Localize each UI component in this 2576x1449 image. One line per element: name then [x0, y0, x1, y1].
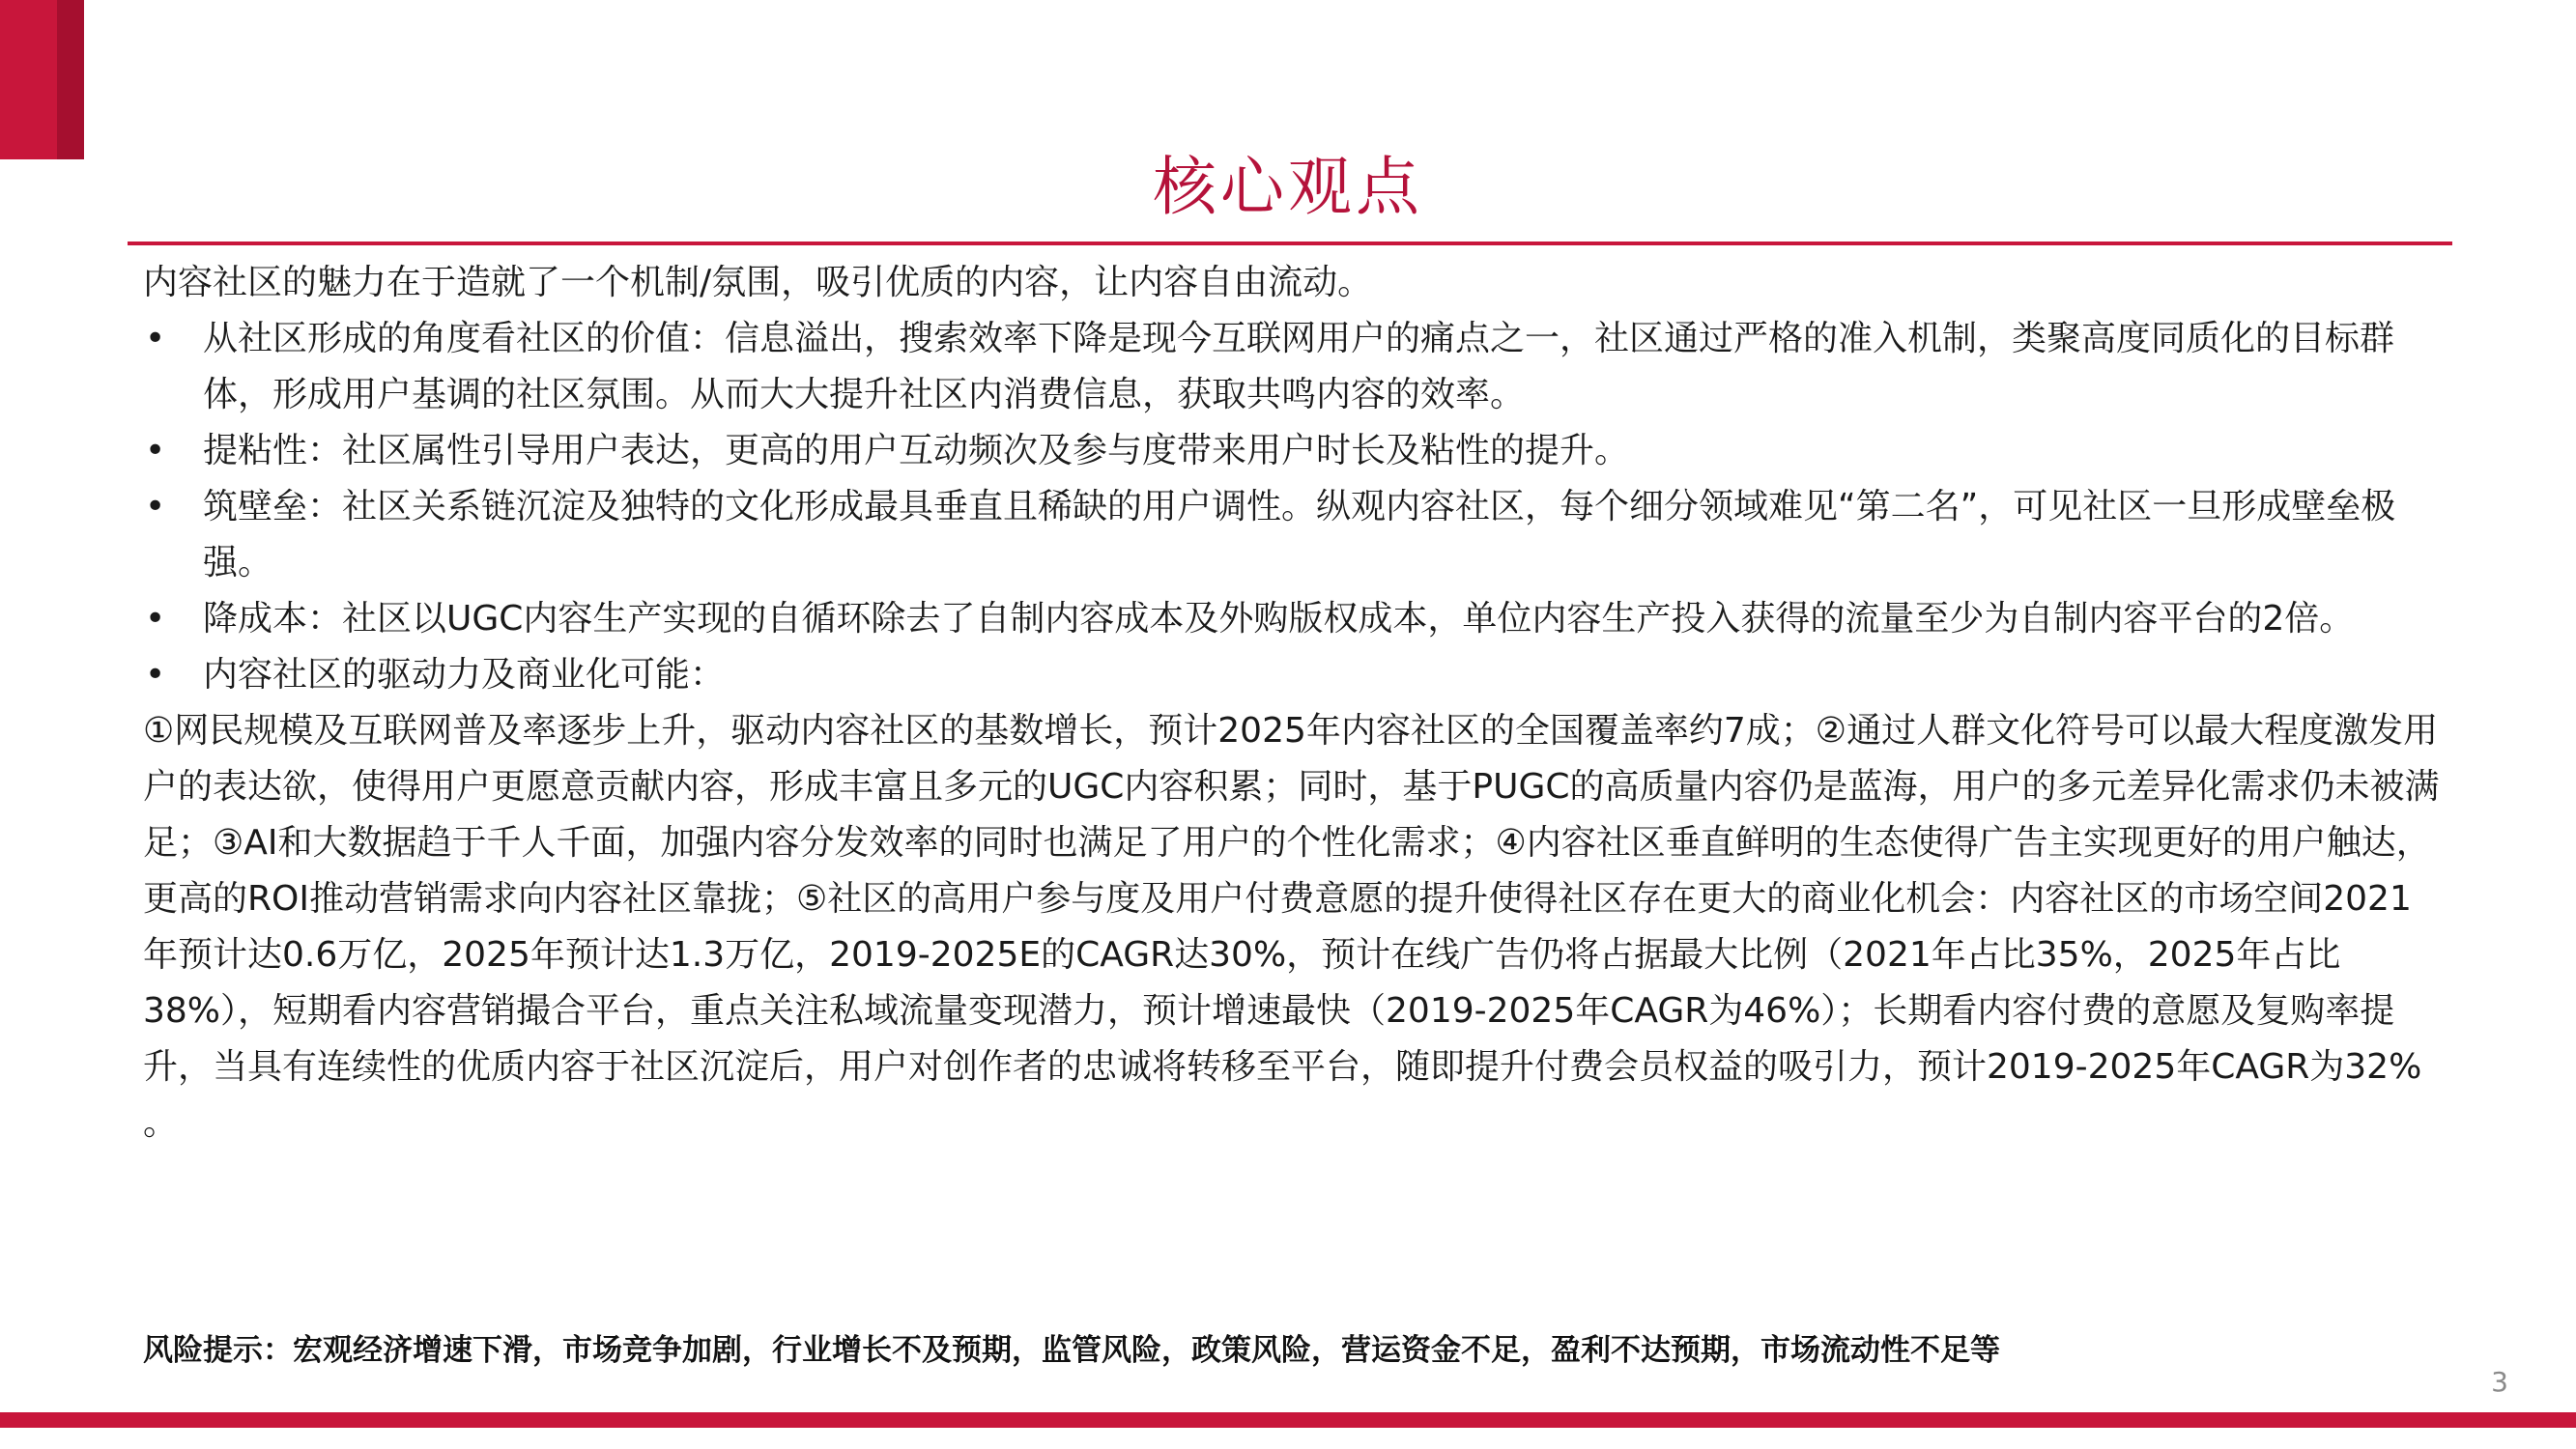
page-number: 3 [2491, 1366, 2508, 1398]
page-title: 核心观点 [1153, 150, 1423, 224]
intro-paragraph: 内容社区的魅力在于造就了一个机制/氛围，吸引优质的内容，让内容自由流动。 [143, 263, 1373, 302]
bullet-text: 内容社区的驱动力及商业化可能： [203, 655, 726, 695]
bullet-text: 降成本：社区以UGC内容生产实现的自循环除去了自制内容成本及外购版权成本，单位内容生产投入获得的流量至少为自制内容平台的2倍。 [203, 599, 2355, 639]
bullet-icon: • [145, 487, 166, 526]
bullet-item [143, 647, 2443, 703]
bullet-item [143, 423, 2443, 479]
bullet-item [143, 311, 2443, 423]
bullet-icon: • [145, 655, 166, 695]
bullet-list [143, 311, 2443, 703]
footer-bar [0, 1412, 2576, 1428]
risk-notice: 风险提示：宏观经济增速下滑，市场竞争加剧，行业增长不及预期，监管风险，政策风险，营运资金不足，盈利不达预期，市场流动性不足等 [143, 1333, 2000, 1368]
title-divider [128, 242, 2452, 245]
bullet-icon: • [145, 599, 166, 639]
main-content [143, 255, 2443, 1151]
drivers-paragraph: ①网民规模及互联网普及率逐步上升，驱动内容社区的基数增长，预计2025年内容社区的全国覆盖率约7成；②通过人群文化符号可以最大程度激发用户的表达欲，使得用户更愿意贡献内容，形成丰富且多元的UGC内容积累；同时，基于PUGC的高质量内容仍是蓝海，用户的多元差异化需求仍未被满足；③AI和大数据趋于千人千面，加强内容分发效率的同时也满足了用户的个性化需求；④内容社区垂直鲜明的生态使得广告主实现更好的用户触达，更高的ROI推动营销需求向内容社区靠拢；⑤社区的高用户参与度及用户付费意愿的提升使得社区存在更大的商业化机会：内容社区的市场空间2021年预计达0.6万亿，2025年预计达1.3万亿，2019-2025E的CAGR达30%，预计在线广告仍将占据最大比例（2021年占比35%，2025年占比38%），短期看内容营销撮合平台，重点关注私域流量变现潜力，预计增速最快（2019-2025年CAGR为46%）；长期看内容付费的意愿及复购率提升，当具有连续性的优质内容于社区沉淀后，用户对创作者的忠诚将转移至平台，随即提升付费会员权益的吸引力，预计2019-2025年CAGR为32% 。 [143, 711, 2440, 1143]
bullet-text: 提粘性：社区属性引导用户表达，更高的用户互动频次及参与度带来用户时长及粘性的提升。 [203, 431, 1630, 470]
bullet-text: 筑壁垒：社区关系链沉淀及独特的文化形成最具垂直且稀缺的用户调性。纵观内容社区，每个细分领域难见“第二名”，可见社区一旦形成壁垒极强。 [203, 487, 2396, 582]
bullet-icon: • [145, 431, 166, 470]
bullet-text: 从社区形成的角度看社区的价值：信息溢出，搜索效率下降是现今互联网用户的痛点之一，社区通过严格的准入机制，类聚高度同质化的目标群体，形成用户基调的社区氛围。从而大大提升社区内消费信息，获取共鸣内容的效率。 [203, 319, 2395, 414]
bullet-item [143, 591, 2443, 647]
bullet-icon: • [145, 319, 166, 358]
bullet-item [143, 479, 2443, 591]
